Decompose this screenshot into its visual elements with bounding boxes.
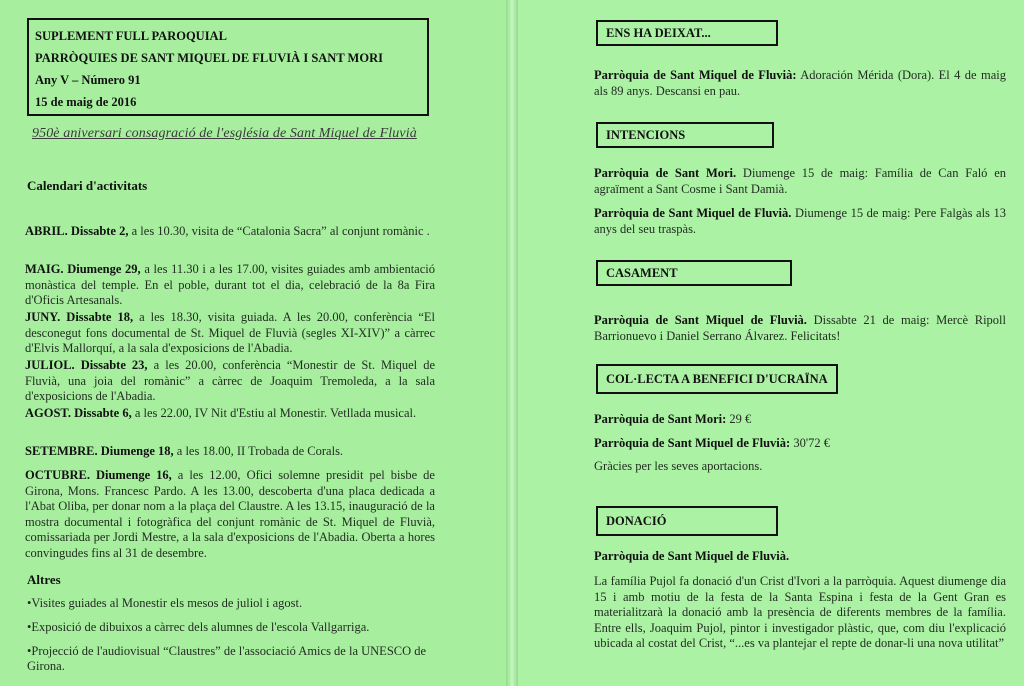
parish-name: Parròquia de Sant Miquel de Fluvià. — [594, 206, 792, 220]
collecta-line-mori — [594, 412, 1006, 428]
intention-text: Diumenge 15 de maig: Família de Can Faló en agraïment a Sant Cosme i Sant Damià. — [594, 166, 1006, 196]
parish-name: Parròquia de Sant Miquel de Fluvià: — [594, 68, 797, 82]
entry-date: OCTUBRE. Diumenge 16, — [25, 468, 172, 482]
section-casament: CASAMENT — [596, 260, 792, 286]
entry-text: a les 12.00, Ofici solemne presidit pel bisbe de Girona, Mons. Francesc Pardo. A les 13.00, descoberta d'una placa dedicada a l'Abat Oliba, per donar nom a la plaça del Claustre. A les 13.15, inauguració de la mostra documental i fotogràfica del conjunt romànic de St. Miquel de Fluvià, comissariada per Jordi Mestre, a la sala d'exposicions de l'Abadia. Oberta a hores convingudes fins al 31 de desembre. — [25, 468, 435, 560]
parish-name: Parròquia de Sant Miquel de Fluvià. — [594, 313, 807, 327]
collection-amount: 29 € — [726, 412, 752, 426]
calendar-entry-maig — [25, 262, 435, 309]
altres-item: •Exposició de dibuixos a càrrec dels alumnes de l'escola Vallgarriga. — [27, 620, 370, 634]
calendar-entry-juny — [25, 310, 435, 357]
page-gutter — [506, 0, 518, 686]
calendar-entry-juliol — [25, 358, 435, 405]
calendar-entry-agost — [25, 406, 435, 422]
entry-text: a les 22.00, IV Nit d'Estiu al Monestir. Vetllada musical. — [131, 406, 417, 420]
entry-text: a les 18.00, II Trobada de Corals. — [173, 444, 344, 458]
section-donacio: DONACIÓ — [596, 506, 778, 536]
collecta-line-fluvia — [594, 436, 1006, 452]
parish-name: Parròquia de Sant Mori: — [594, 412, 727, 426]
casament-text — [594, 313, 1006, 344]
masthead-title: SUPLEMENT FULL PAROQUIAL — [35, 29, 227, 43]
parish-name: Parròquia de Sant Miquel de Fluvià: — [594, 436, 791, 450]
section-ens-ha-deixat: ENS HA DEIXAT... — [596, 20, 778, 46]
section-intencions: INTENCIONS — [596, 122, 774, 148]
entry-text: a les 18.30, visita guiada. A les 20.00, conferència “El desconegut fons documental de St. Miquel de Fluvià (segles XI-XIV)” a càrrec d'Elvis Mallorquí, a la sala d'exposicions de l'Abadia. — [25, 310, 436, 355]
calendar-heading: Calendari d'activitats — [27, 178, 148, 193]
altres-heading: Altres — [27, 572, 61, 587]
altres-item: •Visites guiades al Monestir els mesos de juliol i agost. — [27, 596, 303, 610]
masthead-box — [27, 18, 429, 116]
collection-amount: 30'72 € — [790, 436, 830, 450]
entry-date: AGOST. Dissabte 6, — [25, 406, 132, 420]
donacio-parish: Parròquia de Sant Miquel de Fluvià. — [594, 549, 790, 563]
entry-text: a les 20.00, conferència “Monestir de St. Miquel de Fluvià, una joia del romànic” a càrrec de Joaquim Tremoleda, a la sala d'exposicions de l'Abadia. — [25, 358, 435, 403]
masthead-date: 15 de maig de 2016 — [35, 95, 137, 109]
intention-text: Diumenge 15 de maig: Pere Falgàs als 13 anys del seu traspàs. — [594, 206, 1006, 236]
intencions-text-1 — [594, 166, 1006, 197]
collecta-thanks: Gràcies per les seves aportacions. — [594, 459, 763, 473]
intencions-text-2 — [594, 206, 1006, 237]
altres-item: •Projecció de l'audiovisual “Claustres” de l'associació Amics de la UNESCO de Girona. — [27, 644, 427, 673]
masthead-parishes: PARRÒQUIES DE SANT MIQUEL DE FLUVIÀ I SANT MORI — [35, 51, 383, 65]
entry-date: JULIOL. Dissabte 23, — [25, 358, 148, 372]
wedding-text: Dissabte 21 de maig: Mercè Ripoll Barrionuevo i Daniel Serrano Álvarez. Felicitats! — [594, 313, 1007, 343]
donacio-text: La família Pujol fa donació d'un Crist d'Ivori a la parròquia. Aquest diumenge dia 15 i amb motiu de la festa de la Santa Espina i festa de la Gent Gran es materialitzarà la donació amb la presència de diferents membres de la família. Entre ells, Joaquim Pujol, pintor i investigador plàstic, que, com diu l'explicació ubicada al costat del Crist, “...es va plantejar el repte de donar-li una nova utilitat” — [594, 574, 1006, 650]
masthead-issue: Any V – Número 91 — [35, 73, 141, 87]
calendar-entry-setembre — [25, 444, 435, 460]
entry-date: ABRIL. Dissabte 2, — [25, 224, 129, 238]
calendar-entry-octubre — [25, 468, 435, 560]
parish-name: Parròquia de Sant Mori. — [594, 166, 737, 180]
entry-text: a les 11.30 i a les 17.00, visites guiades amb ambientació monàstica del temple. En el poble, durant tot el dia, celebració de la 8a Fira d'Oficis Artesanals. — [25, 262, 435, 307]
ens-ha-deixat-text — [594, 68, 1006, 99]
calendar-entry-abril — [25, 224, 435, 240]
entry-date: MAIG. Diumenge 29, — [25, 262, 141, 276]
section-collecta: COL·LECTA A BENEFICI D'UCRAÏNA — [596, 364, 838, 394]
anniversary-heading: 950è aniversari consagració de l'església de Sant Miquel de Fluvià — [32, 126, 417, 141]
entry-date: SETEMBRE. Diumenge 18, — [25, 444, 174, 458]
entry-text: a les 10.30, visita de “Catalonia Sacra” al conjunt romànic . — [128, 224, 430, 238]
entry-date: JUNY. Dissabte 18, — [25, 310, 134, 324]
obituary-text: Adoración Mérida (Dora). El 4 de maig als 89 anys. Descansi en pau. — [594, 68, 1006, 98]
